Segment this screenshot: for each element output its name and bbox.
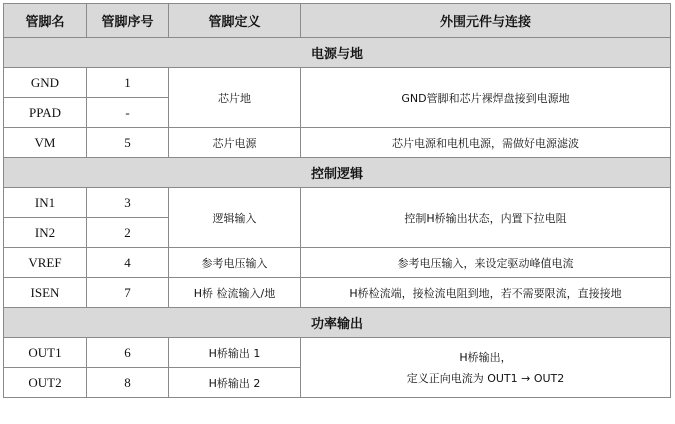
connection-out-line-1: H桥输出， <box>459 350 512 364</box>
pin-name-vm: VM <box>4 128 87 158</box>
pin-number-vref: 4 <box>87 248 169 278</box>
pin-definition-table <box>3 3 671 398</box>
table-row <box>4 278 671 308</box>
pin-name-vref: VREF <box>4 248 87 278</box>
table-row <box>4 68 671 98</box>
connection-vm: 芯片电源和电机电源，需做好电源滤波 <box>301 128 671 158</box>
connection-logic-input: 控制H桥输出状态，内置下拉电阻 <box>301 188 671 248</box>
header-pin-name: 管脚名 <box>4 4 87 38</box>
section-row-control <box>4 158 671 188</box>
section-row-power <box>4 38 671 68</box>
header-row <box>4 4 671 38</box>
pin-definition-isen: H桥 检流输入/地 <box>169 278 301 308</box>
pin-number-ppad: - <box>87 98 169 128</box>
table-row <box>4 128 671 158</box>
pin-definition-vref: 参考电压输入 <box>169 248 301 278</box>
section-title-power: 电源与地 <box>4 38 671 68</box>
pin-number-vm: 5 <box>87 128 169 158</box>
pin-number-out2: 8 <box>87 368 169 398</box>
pin-name-ppad: PPAD <box>4 98 87 128</box>
section-title-control: 控制逻辑 <box>4 158 671 188</box>
pin-number-in2: 2 <box>87 218 169 248</box>
header-pin-definition: 管脚定义 <box>169 4 301 38</box>
pin-number-isen: 7 <box>87 278 169 308</box>
table-row <box>4 338 671 368</box>
pin-name-in1: IN1 <box>4 188 87 218</box>
pin-number-out1: 6 <box>87 338 169 368</box>
pin-definition-vm: 芯片电源 <box>169 128 301 158</box>
pin-name-gnd: GND <box>4 68 87 98</box>
pin-name-in2: IN2 <box>4 218 87 248</box>
table-row <box>4 188 671 218</box>
header-pin-number: 管脚序号 <box>87 4 169 38</box>
pin-name-out2: OUT2 <box>4 368 87 398</box>
section-row-output <box>4 308 671 338</box>
table-row <box>4 248 671 278</box>
connection-vref: 参考电压输入，来设定驱动峰值电流 <box>301 248 671 278</box>
connection-h-bridge-output <box>301 338 671 398</box>
header-external-connection: 外围元件与连接 <box>301 4 671 38</box>
pin-number-in1: 3 <box>87 188 169 218</box>
connection-out-line-2: 定义正向电流为 OUT1 → OUT2 <box>406 371 565 385</box>
pin-definition-ground: 芯片地 <box>169 68 301 128</box>
connection-isen: H桥检流端，接检流电阻到地，若不需要限流，直接接地 <box>301 278 671 308</box>
section-title-output: 功率输出 <box>4 308 671 338</box>
pin-name-out1: OUT1 <box>4 338 87 368</box>
pin-definition-out2: H桥输出 2 <box>169 368 301 398</box>
connection-ground: GND管脚和芯片裸焊盘接到电源地 <box>301 68 671 128</box>
pin-definition-logic-input: 逻辑输入 <box>169 188 301 248</box>
pin-number-gnd: 1 <box>87 68 169 98</box>
pin-name-isen: ISEN <box>4 278 87 308</box>
pin-definition-out1: H桥输出 1 <box>169 338 301 368</box>
